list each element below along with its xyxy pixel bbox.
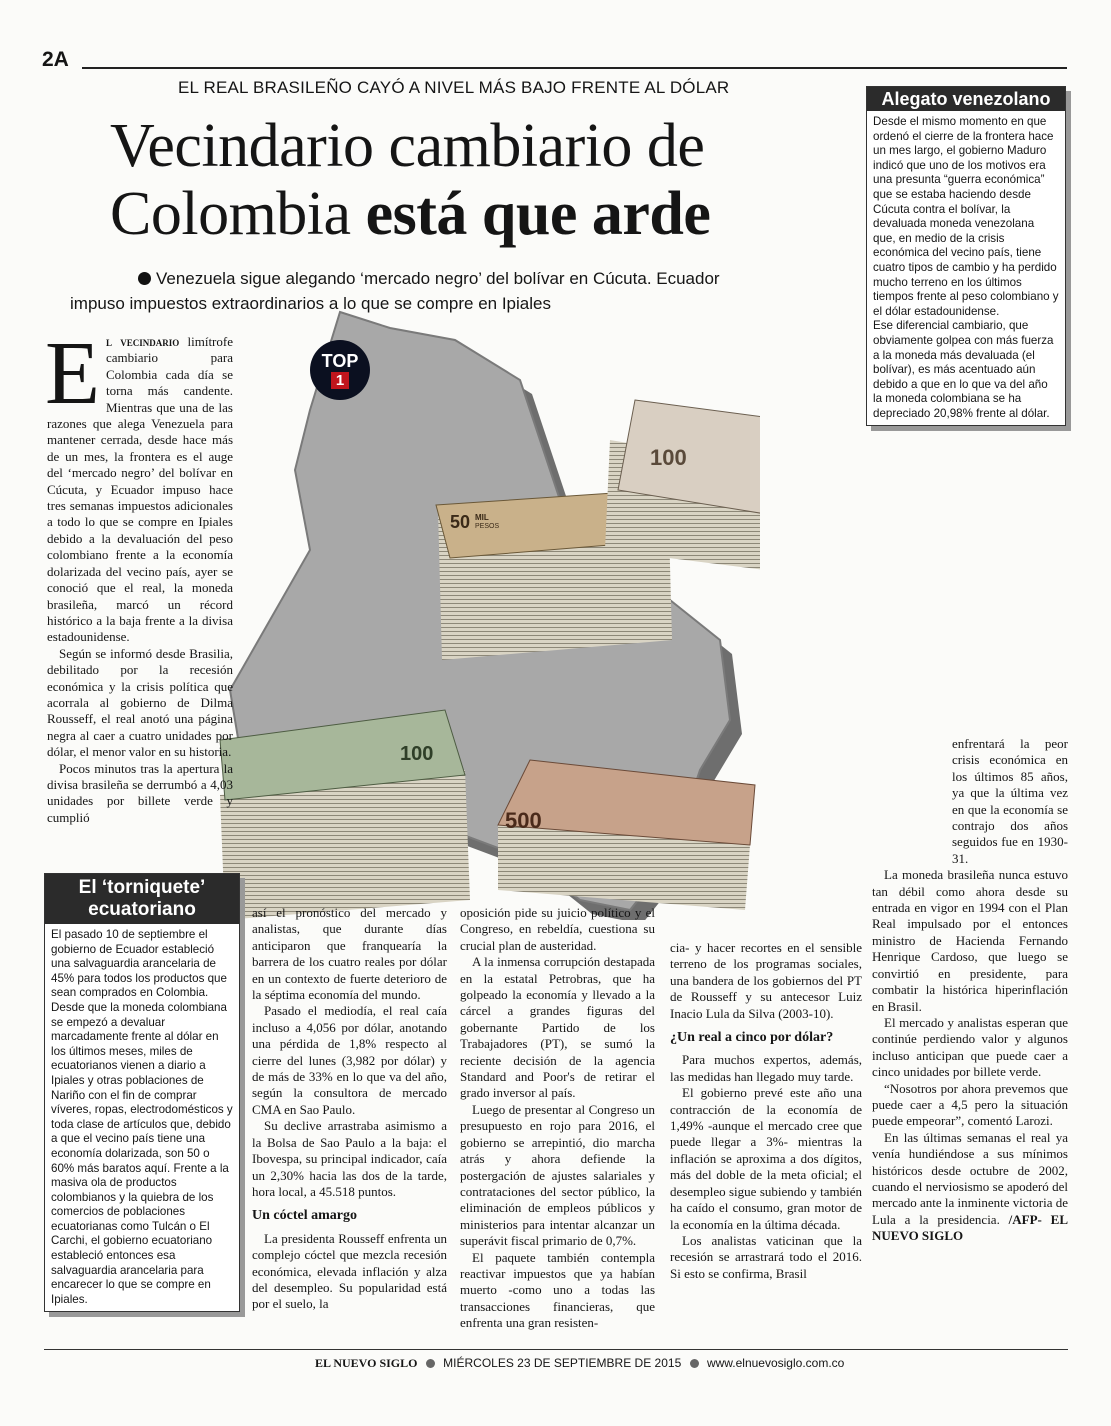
banknote-stack-brazil (498, 760, 755, 910)
sidebar-ecuador-title: El ‘torniquete’ ecuatoriano (45, 874, 239, 924)
page-number: 2A (42, 48, 69, 71)
credit: /AFP- EL NUEVO SIGLO (872, 1211, 1068, 1244)
deck: Venezuela sigue alegando ‘mercado negro’ del bolívar en Cúcuta. Ecuador impuso impuestos extraordinarios a lo que se compre en Ipiales (70, 269, 720, 313)
footer-bullet-icon (426, 1359, 435, 1368)
article-column-4: cia- y hacer recortes en el sensible terreno de los programas sociales, una bandera de los gobiernos del PT de Rousseff y su antecesor Luiz Inacio Lula da Silva (2003-10). ¿Un real a cinco por dólar? Para muchos expertos, además, las medidas han llegado muy tarde. El gobierno prevé este año una contracción de la economía de 1,49% -aunque el mercado cree que puede llegar a 3%- mientras la inflación se aproxima a dos dígitos, más del doble de la meta oficial; el desempleo sigue subiendo y también ha caído el consumo, gran motor de la economía en la última década. Los analistas vaticinan que la recesión se arrastrará todo el 2016. Si esto se confirma, Brasil (670, 940, 862, 1281)
sidebar-venezuela-title: Alegato venezolano (867, 87, 1065, 111)
article-column-5: enfrentará la peor crisis económica en los últimos 85 años, ya que la última vez en que la economía se contrajo dos años seguidos fue en 1930-31. La moneda brasileña nunca estuvo tan débil como ahora desde su entrada en vigor en 1994 con el Plan Real impulsado por el entonces ministro de Hacienda Fernando Henrique Cardoso, que luego se convirtió en presidente, para combatir la histórica hiperinflación en Brasil. El mercado y analistas esperan que continúe perdiendo valor y algunos incluso anticipan que puede caer a cinco unidades por billete verde. “Nosotros por ahora prevemos que puede caer a 4,5 pero la situación puede empeorar”, comentó Larozi. En las últimas semanas el real ya venía hundiéndose a sus mínimos históricos desde octubre de 2002, cuando el nerviosismo se apoderó del mercado ante la inminente victoria de Lula a la presidencia. /AFP- EL NUEVO SIGLO (872, 736, 1068, 1244)
headline (110, 112, 870, 248)
banknote-brazil-amount: 500 (505, 808, 542, 833)
footer (315, 1356, 844, 1371)
article-column-3: oposición pide su juicio político y el Congreso, en rebeldía, cuestiona su crucial plan de austeridad. A la inmensa corrupción destapada en la estatal Petrobras, que ha golpeado la economía y llevado a la cárcel a grandes figuras del gobernante Partido de los Trabajadores (PT), se sumó la reciente decisión de la agencia Standard and Poor's de retirar el grado inversor al país. Luego de presentar al Congreso un presupuesto en rojo para 2016, el gobierno se arrepintió, dio marcha atrás y ahora defiende la postergación de ajustes salariales y contrataciones del sector público, la eliminación de empleos públicos y ministerios para intentar alcanzar un superávit fiscal primario de 0,7%. El paquete también contempla reactivar impuestos que ya habían muerto -como uno a todas las transacciones financieras, que enfrenta una gran resisten- (460, 905, 655, 1331)
banknote-stack-usa (220, 710, 470, 920)
headline-line1: Vecindario cambiario de (110, 112, 705, 180)
bullet-icon (138, 272, 151, 285)
banknote-venezuela-amount: 100 (650, 445, 687, 470)
footer-date: MIÉRCOLES 23 DE SEPTIEMBRE DE 2015 (443, 1356, 682, 1370)
dropcap: E (45, 324, 100, 423)
subhead-coctel: Un cóctel amargo (252, 1208, 357, 1224)
banknote-colombia-unit: PESOS (475, 523, 500, 530)
article-column-1: El vecindario limítrofe cambiario para Colombia cada día se torna más candente. Mientras que una de las razones que alega Venezuela para mantener cerrada, desde hace más de un mes, la frontera es el auge del ‘mercado negro’ del bolívar en Cúcuta, y Ecuador impuso hace tres semanas impuestos adicionales a todo lo que se compre en Ipiales debido a la devaluación del peso colombiano frente a la economía dolarizada del vecino país, ayer se conoció que el real, la moneda brasileña, marcó un récord histórico a la baja frente a la divisa estadounidense. Según se informó desde Brasilia, debilitado por la recesión económica y la crisis política que acorrala al gobierno de Dilma Rousseff, el real anotó una página negra al caer a cuatro unidades por dólar, el menor valor en su historia. Pocos minutos tras la apertura la divisa brasileña se derrumbó a 4,03 unidades por billete verde y cumplió (45, 324, 233, 825)
bottom-rule (44, 1349, 1068, 1350)
subhead-real-cinco: ¿Un real a cinco por dólar? (670, 1030, 834, 1046)
article-column-2: así el pronóstico del mercado y analistas, que durante días anticiparon que franquearía la barrera de los cuatro reales por dólar en un contexto de fuerte deterioro de la séptima economía del mundo. Pasado el mediodía, el real caía incluso a 4,056 por dólar, anotando una pérdida de 1,8% respecto al cierre del lunes (3,982 por dólar) y de más de 33% en lo que va del año, según la consultora de mercado CMA en Sao Paulo. Su declive arrastraba asimismo a la Bolsa de Sao Paulo a la baja: el Ibovespa, su principal indicador, caía un 2,30% hacia las dos de la tarde, hora local, a 45.518 puntos. Un cóctel amargo La presidenta Rousseff enfrenta un complejo cóctel que mezcla recesión económica, elevada inflación y alza del desempleo. Su popularidad está por el suelo, la (252, 905, 447, 1312)
top-badge: TOP 1 (310, 340, 370, 400)
top-rule (82, 67, 1067, 69)
footer-brand: EL NUEVO SIGLO (315, 1356, 418, 1370)
map-illustration (200, 300, 760, 920)
banknote-colombia-amount: 50 (450, 512, 471, 532)
sidebar-ecuador: El ‘torniquete’ ecuatoriano El pasado 10 de septiembre el gobierno de Ecuador estableció una salvaguardia arancelaria de 45% para todos los productos que sean comprados en Colombia. Desde que la moneda colombiana se empezó a devaluar marcadamente frente al dólar en los últimos meses, miles de ecuatorianos vienen a diario a Ipiales y otras poblaciones de Nariño con el fin de comprar víveres, ropas, electrodomésticos y toda clase de artículos que, debido a que el vecino país tiene una economía dolarizada, son 50 o 60% más baratos aquí. Frente a la masiva ola de productos colombianos y la quiebra de los comercios de poblaciones ecuatorianas como Tulcán o El Carchi, el gobierno ecuatoriano estableció entonces esa salvaguardia arancelaria para encarecer lo que se compre en Ipiales. (44, 873, 240, 1312)
kicker: EL REAL BRASILEÑO CAYÓ A NIVEL MÁS BAJO FRENTE AL DÓLAR (178, 78, 730, 97)
footer-url[interactable]: www.elnuevosiglo.com.co (706, 1356, 845, 1370)
banknote-colombia-word: MIL (475, 513, 489, 522)
headline-line2: Colombia está que arde (110, 180, 711, 248)
banknote-usa-amount: 100 (400, 743, 434, 765)
footer-bullet-icon (690, 1359, 699, 1368)
sidebar-venezuela: Alegato venezolano Desde el mismo momento en que ordenó el cierre de la frontera hace un mes largo, el gobierno Maduro indicó que uno de los motivos era una presunta “guerra económica” que se estaba haciendo desde Cúcuta contra el bolívar, la devaluada moneda venezolana que, en medio de la crisis económica del vecino país, tiene cuatro tipos de cambio y ha perdido mucho terreno en los últimos tiempos frente al peso colombiano y el dólar estadounidense. Ese diferencial cambiario, que obviamente golpea con más fuerza a la moneda más devaluada (el bolívar), es más acentuado aún debido a que en lo que va del año la moneda colombiana se ha depreciado 20,98% frente al dólar. (866, 86, 1066, 426)
